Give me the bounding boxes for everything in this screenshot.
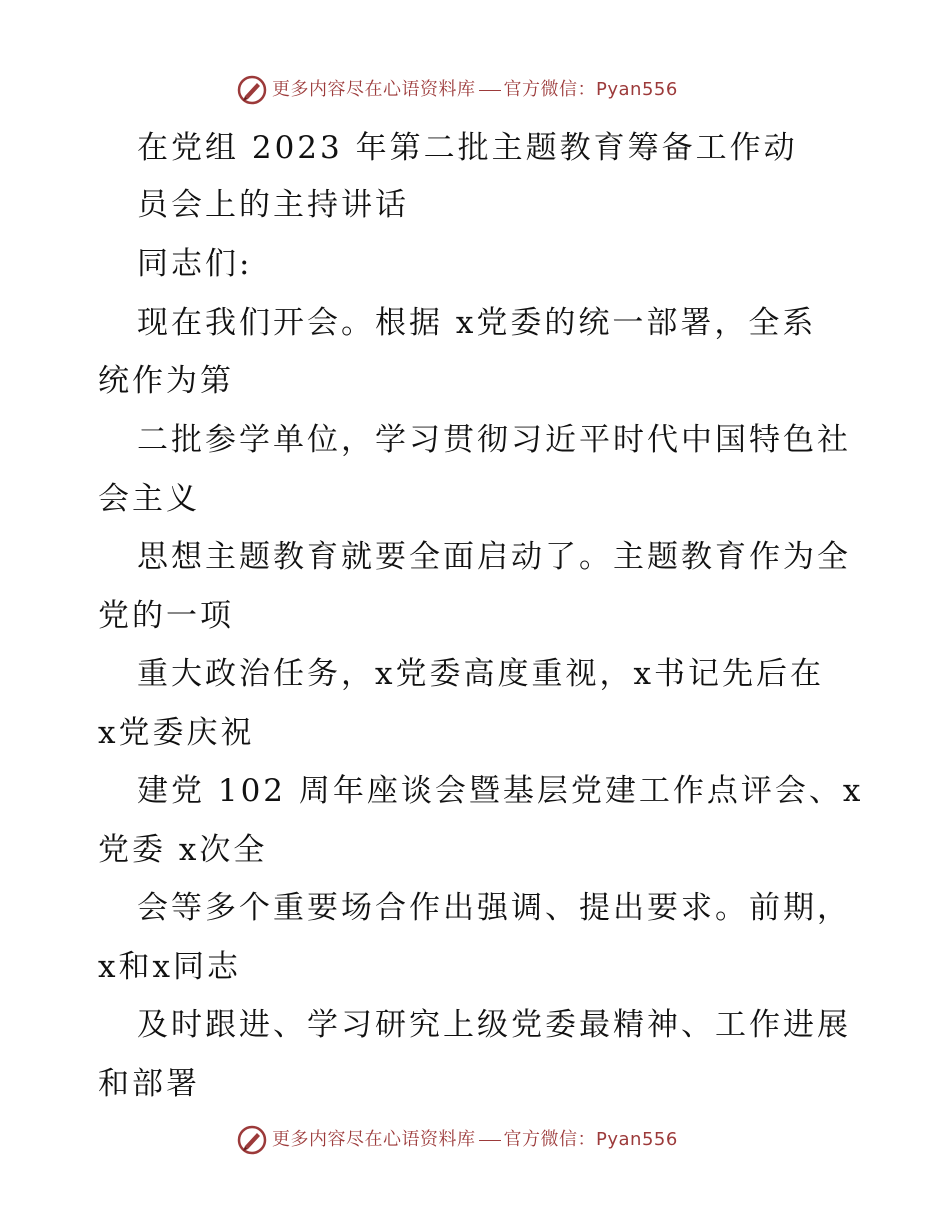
doc-line: x和x同志 xyxy=(98,949,241,985)
watermark-footer xyxy=(236,1122,678,1158)
watermark-text-tail: 官方微信：Pyan556 xyxy=(503,79,678,100)
doc-line: 现在我们开会。根据 x党委的统一部署，全系 xyxy=(137,305,817,341)
doc-line: 会主义 xyxy=(98,481,200,517)
doc-line: 重大政治任务，x党委高度重视，x书记先后在 xyxy=(137,656,824,692)
watermark-text-main: 更多内容尽在心语资料库 xyxy=(272,79,476,100)
watermark-text-tail: 官方微信：Pyan556 xyxy=(503,1129,678,1150)
doc-title-line-2: 员会上的主持讲话 xyxy=(137,187,409,223)
doc-line: 二批参学单位，学习贯彻习近平时代中国特色社 xyxy=(137,422,851,458)
doc-line: 及时跟进、学习研究上级党委最精神、工作进展 xyxy=(137,1007,851,1043)
doc-salutation: 同志们: xyxy=(137,246,253,282)
doc-title-line-1: 在党组 2023 年第二批主题教育筹备工作动 xyxy=(137,130,798,166)
doc-line: 统作为第 xyxy=(98,363,234,399)
pen-logo-icon xyxy=(236,1124,268,1156)
doc-line: 会等多个重要场合作出强调、提出要求。前期， xyxy=(137,890,851,926)
watermark-dash xyxy=(479,90,501,91)
watermark-header xyxy=(236,72,678,108)
watermark-text-main: 更多内容尽在心语资料库 xyxy=(272,1129,476,1150)
watermark-dash xyxy=(479,1140,501,1141)
doc-line: 和部署 xyxy=(98,1066,200,1102)
doc-line: 建党 102 周年座谈会暨基层党建工作点评会、x xyxy=(137,773,864,809)
doc-line: 党委 x次全 xyxy=(98,832,268,868)
doc-line: 党的一项 xyxy=(98,598,234,634)
doc-line: 思想主题教育就要全面启动了。主题教育作为全 xyxy=(137,539,851,575)
doc-line: x党委庆祝 xyxy=(98,715,255,751)
pen-logo-icon xyxy=(236,74,268,106)
